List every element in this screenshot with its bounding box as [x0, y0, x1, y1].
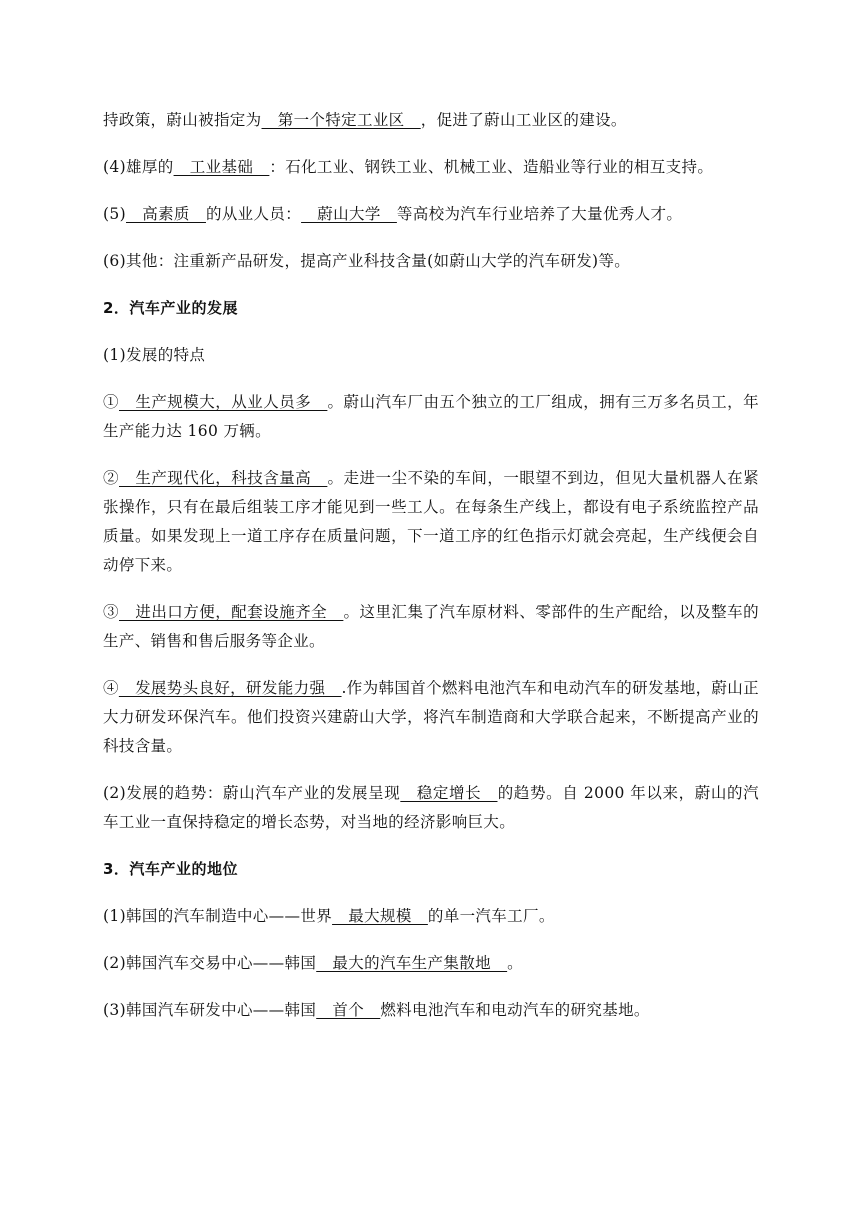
fill-in-blank-answer: 最大的汽车生产集散地	[316, 954, 508, 972]
fill-in-blank-answer: 首个	[316, 1001, 381, 1019]
text-segment: (4)雄厚的	[103, 158, 174, 176]
text-segment: 2．汽车产业的发展	[103, 299, 238, 317]
paragraph	[103, 106, 759, 135]
paragraph	[103, 153, 759, 182]
text-segment: ，促进了蔚山工业区的建设。	[420, 111, 627, 129]
section-heading	[103, 294, 759, 323]
text-segment: ②	[103, 469, 119, 487]
paragraph	[103, 996, 759, 1025]
text-segment: ④	[103, 679, 119, 697]
fill-in-blank-answer: 高素质	[126, 205, 206, 223]
text-segment: (5)	[103, 205, 127, 223]
text-segment: (1)发展的特点	[103, 346, 206, 364]
fill-in-blank-answer: 发展势头良好，研发能力强	[118, 679, 342, 697]
text-segment: 持政策，蔚山被指定为	[103, 111, 262, 129]
paragraph	[103, 902, 759, 931]
text-segment: (3)韩国汽车研发中心——韩国	[103, 1001, 317, 1019]
paragraph	[103, 247, 759, 276]
text-segment: ：石化工业、钢铁工业、机械工业、造船业等行业的相互支持。	[269, 158, 714, 176]
text-segment: 。蔚山汽车厂由五个独立的工厂组成，拥有三万多名员工，年生产能力达 160 万辆。	[103, 393, 760, 440]
fill-in-blank-answer: 蔚山大学	[301, 205, 397, 223]
text-segment: 等高校为汽车行业培养了大量优秀人才。	[396, 205, 683, 223]
paragraph	[103, 341, 759, 370]
text-segment: 的从业人员：	[205, 205, 302, 223]
text-segment: (2)发展的趋势：蔚山汽车产业的发展呈现	[103, 784, 401, 802]
text-segment: (2)韩国汽车交易中心——韩国	[103, 954, 317, 972]
text-segment: 。	[507, 954, 523, 972]
paragraph	[103, 674, 759, 761]
text-segment: (1)韩国的汽车制造中心——世界	[103, 907, 333, 925]
paragraph	[103, 949, 759, 978]
fill-in-blank-answer: 生产现代化，科技含量高	[119, 469, 328, 487]
text-segment: 的趋势。自 2000 年以来，蔚山的汽车工业一直保持稳定的增长态势，对当地的经济影响巨大。	[103, 784, 759, 831]
text-segment: ③	[103, 603, 119, 621]
fill-in-blank-answer: 进出口方便，配套设施齐全	[119, 603, 344, 621]
paragraph	[103, 388, 759, 446]
paragraph	[103, 464, 759, 580]
text-segment: 。走进一尘不染的车间，一眼望不到边，但见大量机器人在紧张操作，只有在最后组装工序才能见到一些工人。在每条生产线上，都设有电子系统监控产品质量。如果发现上一道工序存在质量问题，下一道工序的红色指示灯就会亮起，生产线便会自动停下来。	[103, 469, 760, 574]
text-segment: ①	[103, 393, 119, 411]
section-heading	[103, 855, 759, 884]
document-page	[103, 106, 759, 1043]
paragraph	[103, 598, 759, 656]
fill-in-blank-answer: 工业基础	[173, 158, 270, 176]
fill-in-blank-answer: 最大规模	[332, 907, 428, 925]
text-segment: (6)其他：注重新产品研发，提高产业科技含量(如蔚山大学的汽车研发)等。	[103, 252, 631, 270]
fill-in-blank-answer: 生产规模大，从业人员多	[119, 393, 328, 411]
paragraph	[103, 779, 759, 837]
paragraph	[103, 200, 759, 229]
text-segment: 的单一汽车工厂。	[427, 907, 555, 925]
text-segment: 。这里汇集了汽车原材料、零部件的生产配给，以及整车的生产、销售和售后服务等企业。	[103, 603, 760, 650]
fill-in-blank-answer: 稳定增长	[400, 784, 498, 802]
text-segment: 燃料电池汽车和电动汽车的研究基地。	[380, 1001, 650, 1019]
text-segment: .作为韩国首个燃料电池汽车和电动汽车的研发基地，蔚山正大力研发环保汽车。他们投资兴建蔚山大学，将汽车制造商和大学联合起来，不断提高产业的科技含量。	[103, 679, 759, 755]
text-segment: 3．汽车产业的地位	[103, 860, 238, 878]
fill-in-blank-answer: 第一个特定工业区	[261, 111, 421, 129]
